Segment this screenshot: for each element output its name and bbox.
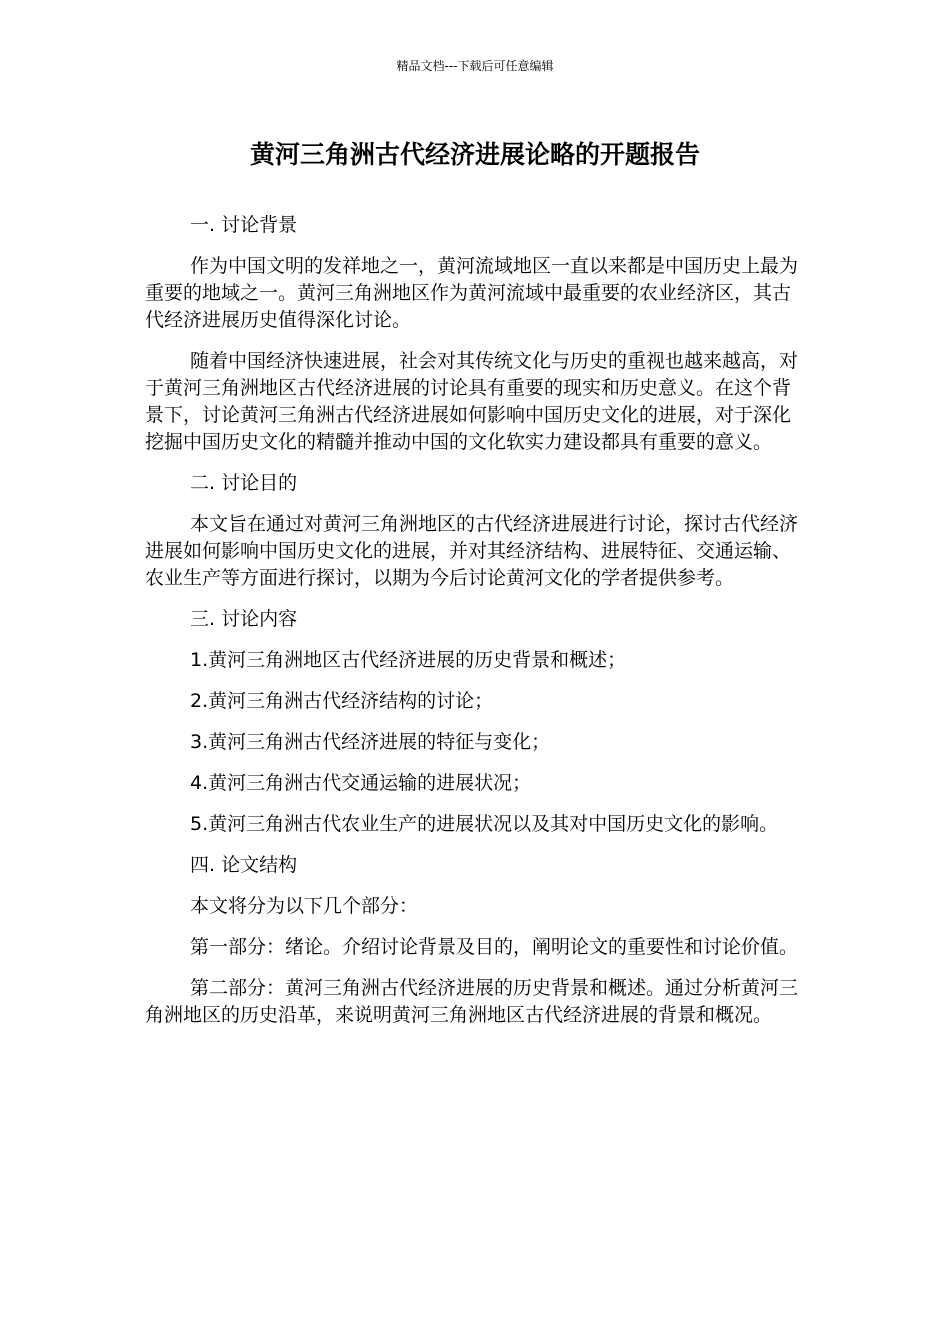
list-item: 3.黄河三角洲古代经济进展的特征与变化； <box>190 731 551 753</box>
list-item: 4.黄河三角洲古代交通运输的进展状况； <box>190 772 532 794</box>
paragraph: 第二部分：黄河三角洲古代经济进展的历史背景和概述。通过分析黄河三角洲地区的历史沿革，来说明黄河三角洲地区古代经济进展的背景和概况。 <box>145 977 799 1026</box>
paragraph: 本文将分为以下几个部分： <box>190 895 419 917</box>
paragraph: 随着中国经济快速进展，社会对其传统文化与历史的重视也越来越高，对于黄河三角洲地区古代经济进展的讨论具有重要的现实和历史意义。在这个背景下，讨论黄河三角洲古代经济进展如何影响中国历史文化的进展，对于深化挖掘中国历史文化的精髓并推动中国的文化软实力建设都具有重要的意义。 <box>145 350 799 453</box>
section-heading-background: 一. 讨论背景 <box>190 214 298 236</box>
list-item: 2.黄河三角洲古代经济结构的讨论； <box>190 690 494 712</box>
section-heading-structure: 四. 论文结构 <box>190 854 298 876</box>
list-item: 1.黄河三角洲地区古代经济进展的历史背景和概述； <box>190 649 627 671</box>
document-body <box>145 212 805 1043</box>
section-heading-content: 三. 讨论内容 <box>190 608 298 630</box>
page-header: 精品文档---下载后可任意编辑 <box>396 59 554 73</box>
list-item: 5.黄河三角洲古代农业生产的进展状况以及其对中国历史文化的影响。 <box>190 813 779 835</box>
paragraph: 第一部分：绪论。介绍讨论背景及目的，阐明论文的重要性和讨论价值。 <box>190 936 799 958</box>
document-title: 黄河三角洲古代经济进展论略的开题报告 <box>249 140 700 169</box>
section-heading-purpose: 二. 讨论目的 <box>190 472 298 494</box>
paragraph: 作为中国文明的发祥地之一，黄河流域地区一直以来都是中国历史上最为重要的地域之一。黄河三角洲地区作为黄河流域中最重要的农业经济区，其古代经济进展历史值得深化讨论。 <box>145 255 799 331</box>
paragraph: 本文旨在通过对黄河三角洲地区的古代经济进展进行讨论，探讨古代经济进展如何影响中国历史文化的进展，并对其经济结构、进展特征、交通运输、农业生产等方面进行探讨，以期为今后讨论黄河文化的学者提供参考。 <box>145 513 799 589</box>
